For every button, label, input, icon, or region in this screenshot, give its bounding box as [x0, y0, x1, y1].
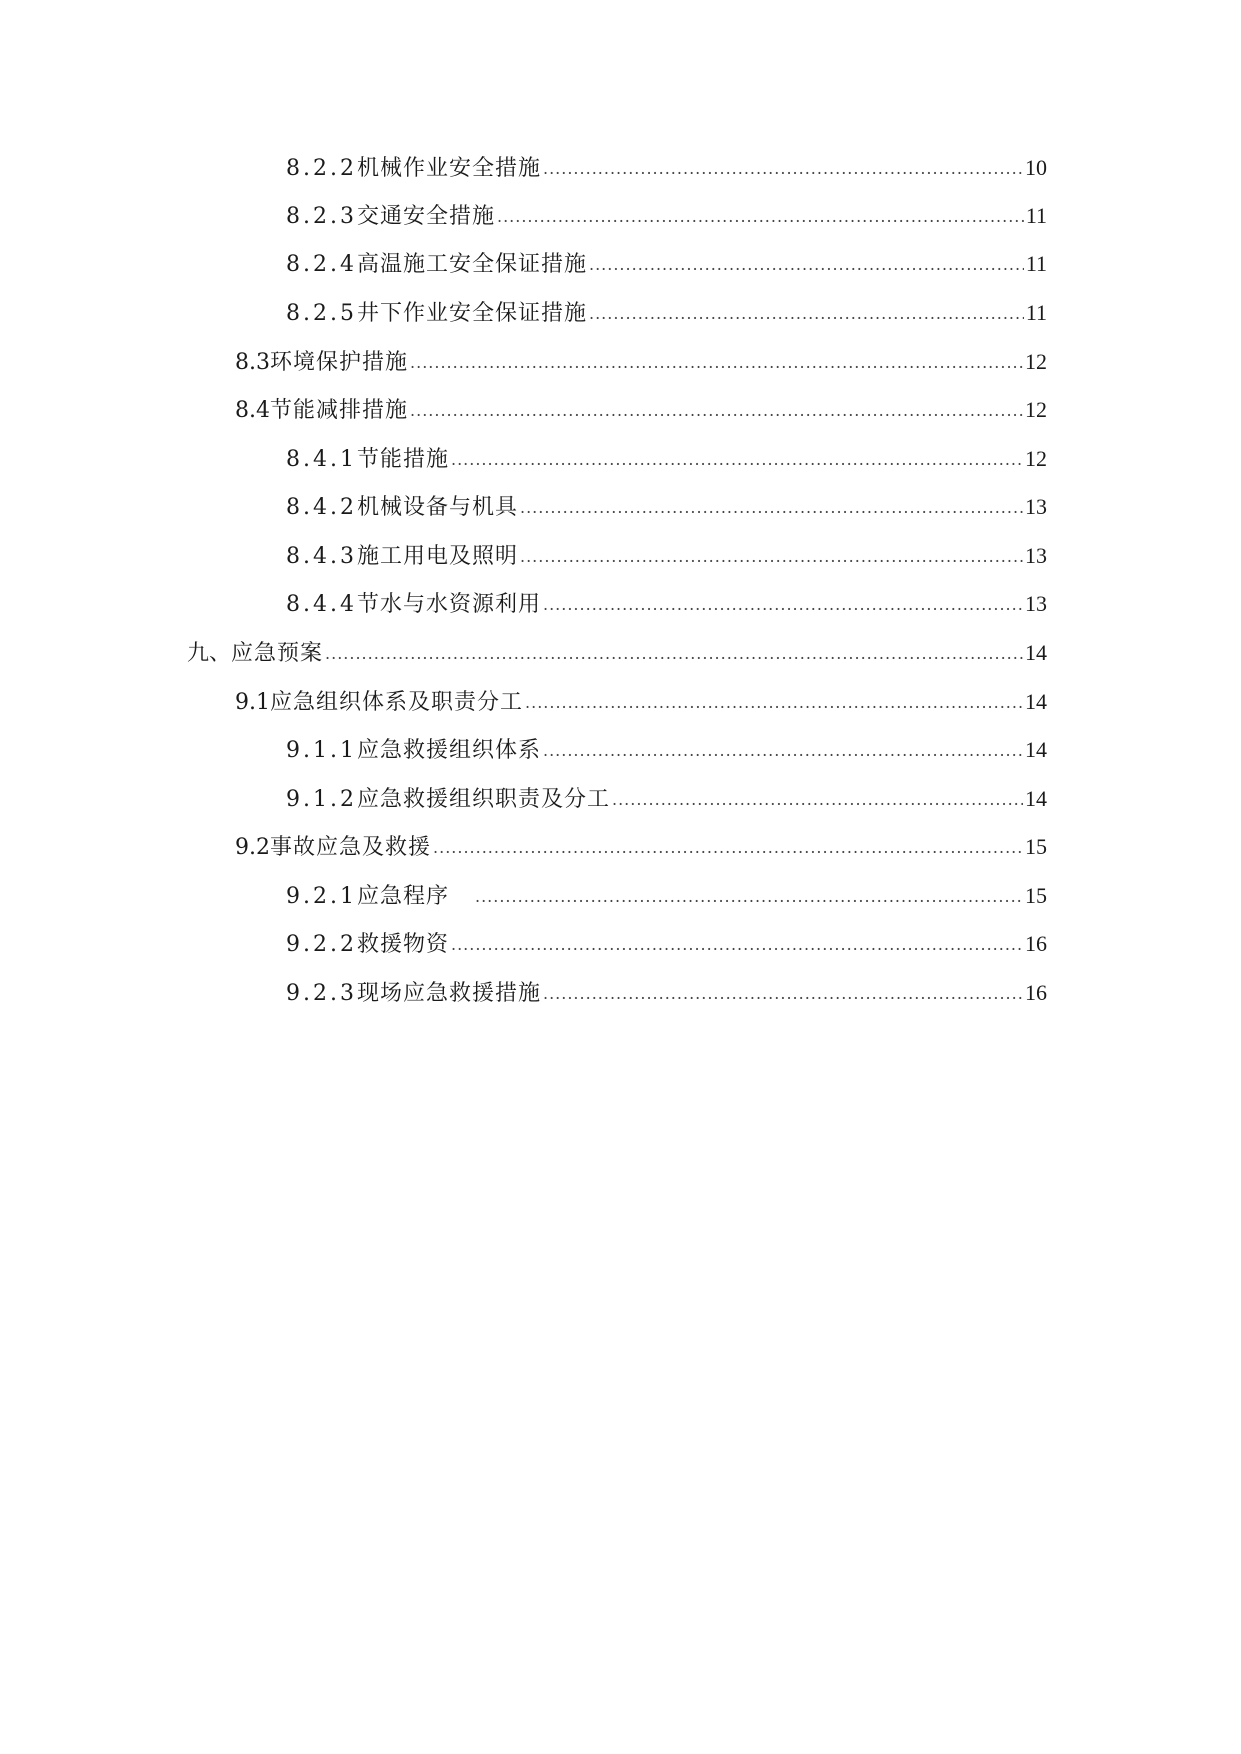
toc-entry[interactable]: [187, 635, 1047, 671]
toc-entry-number: 9.2.3: [286, 981, 357, 1006]
toc-leader-dots: [433, 830, 1023, 866]
toc-entry-page: 14: [1025, 640, 1047, 665]
toc-entry-page: 15: [1025, 834, 1047, 859]
toc-entry-title: 环境保护措施: [270, 350, 409, 375]
toc-leader-dots: [543, 976, 1023, 1012]
toc-leader-dots: [475, 879, 1023, 915]
toc-entry[interactable]: [235, 684, 1047, 720]
toc-entry-page: 15: [1025, 883, 1047, 908]
toc-leader-dots: [543, 733, 1023, 769]
toc-entry-number: 8.4.1: [286, 447, 357, 472]
toc-entry[interactable]: [286, 295, 1047, 331]
toc-entry-title: 机械作业安全措施: [356, 156, 541, 181]
toc-entry[interactable]: [235, 829, 1047, 865]
toc-entry[interactable]: [286, 538, 1047, 574]
toc-entry-title: 事故应急及救援: [270, 835, 432, 860]
toc-leader-dots: [451, 442, 1023, 478]
toc-entry-page: 16: [1025, 931, 1047, 956]
toc-entry-title: 井下作业安全保证措施: [356, 301, 587, 326]
toc-entry[interactable]: [286, 441, 1047, 477]
toc-entry-title: 节水与水资源利用: [356, 592, 541, 617]
toc-entry-title: 交通安全措施: [356, 204, 495, 229]
toc-leader-dots: [451, 927, 1023, 963]
toc-leader-dots: [589, 247, 1024, 283]
toc-entry-title: 应急程序: [356, 884, 449, 909]
toc-entry-page: 13: [1025, 591, 1047, 616]
toc-entry[interactable]: [286, 732, 1047, 768]
toc-leader-dots: [589, 296, 1024, 332]
toc-entry[interactable]: [286, 246, 1047, 282]
toc-entry-page: 14: [1025, 786, 1047, 811]
toc-entry-title: 应急预案: [231, 641, 324, 666]
toc-entry-number: 8.4: [235, 398, 270, 423]
toc-leader-dots: [325, 636, 1023, 672]
toc-entry[interactable]: [286, 489, 1047, 525]
toc-entry-number: 九、: [187, 641, 232, 666]
toc-leader-dots: [543, 151, 1023, 187]
toc-entry-number: 9.1.1: [286, 738, 357, 763]
toc-entry-number: 8.2.2: [286, 156, 357, 181]
toc-entry[interactable]: [286, 975, 1047, 1011]
toc-leader-dots: [410, 345, 1023, 381]
toc-entry-number: 9.1: [235, 690, 270, 715]
toc-leader-dots: [543, 587, 1023, 623]
toc-entry-title: 节能措施: [356, 447, 449, 472]
toc-entry-page: 11: [1025, 300, 1047, 325]
toc-entry-number: 9.2.2: [286, 932, 357, 957]
toc-entry-title: 应急救援组织体系: [356, 738, 541, 763]
toc-entry-page: 12: [1025, 349, 1047, 374]
toc-leader-dots: [520, 539, 1023, 575]
toc-entry[interactable]: [286, 150, 1047, 186]
toc-entry-page: 11: [1025, 203, 1047, 228]
toc-entry[interactable]: [286, 781, 1047, 817]
toc-entry-page: 14: [1025, 689, 1047, 714]
toc-entry-title: 施工用电及照明: [356, 544, 518, 569]
toc-leader-dots: [497, 199, 1024, 235]
toc-entry-page: 13: [1025, 543, 1047, 568]
toc-entry-page: 16: [1025, 980, 1047, 1005]
toc-entry-title: 现场应急救援措施: [356, 981, 541, 1006]
toc-entry-page: 10: [1025, 155, 1047, 180]
toc-entry-page: 12: [1025, 446, 1047, 471]
toc-entry-number: 9.2.1: [286, 884, 357, 909]
toc-entry-title: 应急救援组织职责及分工: [356, 787, 610, 812]
toc-entry-number: 8.2.3: [286, 204, 357, 229]
toc-entry-page: 13: [1025, 494, 1047, 519]
toc-entry-title: 救援物资: [356, 932, 449, 957]
toc-entry[interactable]: [235, 392, 1047, 428]
toc-leader-dots: [520, 490, 1023, 526]
toc-entry[interactable]: [235, 344, 1047, 380]
toc-entry-number: 8.3: [235, 350, 270, 375]
toc-entry-title: 高温施工安全保证措施: [356, 252, 587, 277]
toc-entry-page: 14: [1025, 737, 1047, 762]
toc-entry-page: 12: [1025, 397, 1047, 422]
toc-entry-number: 8.4.4: [286, 592, 357, 617]
toc-entry-number: 8.4.3: [286, 544, 357, 569]
toc-entry-number: 9.1.2: [286, 787, 357, 812]
toc-entry[interactable]: [286, 586, 1047, 622]
toc-entry-title: 节能减排措施: [270, 398, 409, 423]
toc-entry[interactable]: [286, 198, 1047, 234]
toc-entry-number: 9.2: [235, 835, 270, 860]
toc-entry-number: 8.4.2: [286, 495, 357, 520]
toc-leader-dots: [525, 685, 1023, 721]
toc-leader-dots: [612, 782, 1023, 818]
toc-entry-page: 11: [1025, 251, 1047, 276]
toc-entry[interactable]: [286, 878, 1047, 914]
toc-entry-title: 机械设备与机具: [356, 495, 518, 520]
toc-entry-number: 8.2.4: [286, 252, 357, 277]
toc-entry[interactable]: [286, 926, 1047, 962]
toc-entry-number: 8.2.5: [286, 301, 357, 326]
toc-leader-dots: [410, 393, 1023, 429]
toc-entry-title: 应急组织体系及职责分工: [270, 690, 524, 715]
